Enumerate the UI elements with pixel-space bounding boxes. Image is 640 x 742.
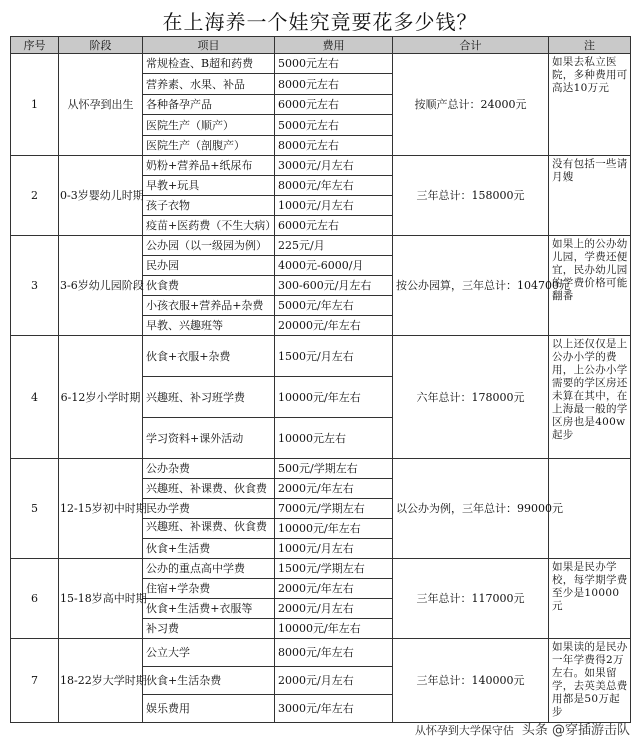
cost-cell: 500元/学期左右 <box>275 459 393 479</box>
item-cell: 娱乐费用 <box>143 695 275 723</box>
header-row <box>11 37 631 54</box>
cost-cell: 5000元左右 <box>275 115 393 136</box>
item-cell: 补习费 <box>143 619 275 639</box>
cost-cell: 7000元/学期左右 <box>275 499 393 519</box>
stage-name: 3-6岁幼儿园阶段 <box>59 236 143 336</box>
item-cell: 伙食+生活费+衣服等 <box>143 599 275 619</box>
item-cell: 疫苗+医药费（不生大病） <box>143 216 275 236</box>
cost-cell: 10000元/年左右 <box>275 519 393 539</box>
cost-cell: 6000元左右 <box>275 216 393 236</box>
item-cell: 学习资料+课外活动 <box>143 418 275 459</box>
item-cell: 伙食费 <box>143 276 275 296</box>
cost-cell: 1500元/学期左右 <box>275 559 393 579</box>
header-total: 合计 <box>393 37 549 54</box>
table-row <box>11 236 631 256</box>
cost-cell: 5000元左右 <box>275 54 393 74</box>
total-cell: 三年总计：140000元 <box>393 639 549 723</box>
total-cell: 三年总计：117000元 <box>393 559 549 639</box>
cost-cell: 8000元左右 <box>275 136 393 156</box>
table-row <box>11 459 631 479</box>
note-cell: 如果上的公办幼儿园，学费还便宜，民办幼儿园的学费价格可能翻番 <box>549 236 631 336</box>
total-cell: 以公办为例，三年总计：99000元 <box>393 459 549 559</box>
stage-number: 2 <box>11 156 59 236</box>
cost-cell: 1500元/月左右 <box>275 336 393 377</box>
table-row <box>11 54 631 74</box>
item-cell: 小孩衣服+营养品+杂费 <box>143 296 275 316</box>
stage-number: 6 <box>11 559 59 639</box>
cost-cell: 1000元/月左右 <box>275 196 393 216</box>
item-cell: 兴趣班、补习班学费 <box>143 377 275 418</box>
stage-number: 7 <box>11 639 59 723</box>
cost-cell: 8000元左右 <box>275 74 393 95</box>
cost-cell: 300-600元/月左右 <box>275 276 393 296</box>
note-cell: 以上还仅仅是上公办小学的费用，上公办小学需要的学区房还未算在其中，在上海最一般的学区房也是400w起步 <box>549 336 631 459</box>
item-cell: 医院生产（剖腹产） <box>143 136 275 156</box>
header-cost: 费用 <box>275 37 393 54</box>
item-cell: 公办杂费 <box>143 459 275 479</box>
footer <box>415 719 630 738</box>
item-cell: 早教+玩具 <box>143 176 275 196</box>
stage-number: 1 <box>11 54 59 156</box>
header-stage: 阶段 <box>59 37 143 54</box>
header-item: 项目 <box>143 37 275 54</box>
item-cell: 营养素、水果、补品 <box>143 74 275 95</box>
note-cell: 如果读的是民办一年学费得2万左右。如果留学，去英美总费用都是50万起步 <box>549 639 631 723</box>
item-cell: 伙食+生活费 <box>143 539 275 559</box>
cost-cell: 3000元/年左右 <box>275 695 393 723</box>
total-cell: 三年总计：158000元 <box>393 156 549 236</box>
item-cell: 民办园 <box>143 256 275 276</box>
cost-cell: 2000元/月左右 <box>275 599 393 619</box>
stage-name: 0-3岁婴幼儿时期 <box>59 156 143 236</box>
cost-cell: 3000元/月左右 <box>275 156 393 176</box>
item-cell: 兴趣班、补课费、伙食费 <box>143 519 275 539</box>
note-cell: 没有包括一些请月嫂 <box>549 156 631 236</box>
stage-number: 3 <box>11 236 59 336</box>
header-no: 序号 <box>11 37 59 54</box>
item-cell: 公立大学 <box>143 639 275 667</box>
table-row <box>11 156 631 176</box>
cost-cell: 8000元/年左右 <box>275 639 393 667</box>
total-cell: 六年总计：178000元 <box>393 336 549 459</box>
item-cell: 兴趣班、补课费、伙食费 <box>143 479 275 499</box>
page-title: 在上海养一个娃究竟要花多少钱？ <box>162 10 478 34</box>
total-cell: 按公办园算，三年总计：104700元 <box>393 236 549 336</box>
item-cell: 民办学费 <box>143 499 275 519</box>
note-cell: 如果去私立医院，多种费用可高达10万元 <box>549 54 631 156</box>
footer-caption: 从怀孕到大学保守估 <box>414 724 514 737</box>
cost-table <box>10 36 631 723</box>
cost-cell: 8000元/年左右 <box>275 176 393 196</box>
item-cell: 早教、兴趣班等 <box>143 316 275 336</box>
item-cell: 常规检查、B超和药费 <box>143 54 275 74</box>
cost-cell: 5000元/年左右 <box>275 296 393 316</box>
note-cell: 如果是民办学校，每学期学费至少是10000元 <box>549 559 631 639</box>
cost-cell: 1000元/月左右 <box>275 539 393 559</box>
stage-number: 5 <box>11 459 59 559</box>
stage-name: 18-22岁大学时期 <box>59 639 143 723</box>
item-cell: 伙食+生活杂费 <box>143 667 275 695</box>
stage-number: 4 <box>11 336 59 459</box>
item-cell: 医院生产（顺产） <box>143 115 275 136</box>
cost-cell: 10000元/年左右 <box>275 619 393 639</box>
cost-cell: 2000元/年左右 <box>275 479 393 499</box>
table-row <box>11 639 631 667</box>
cost-cell: 10000元/年左右 <box>275 377 393 418</box>
cost-cell: 2000元/年左右 <box>275 579 393 599</box>
watermark: 头条 @穿插游击队 <box>521 723 630 738</box>
table-row <box>11 559 631 579</box>
stage-name: 从怀孕到出生 <box>59 54 143 156</box>
stage-name: 12-15岁初中时期 <box>59 459 143 559</box>
item-cell: 公办园（以一级园为例） <box>143 236 275 256</box>
total-cell: 按顺产总计：24000元 <box>393 54 549 156</box>
cost-cell: 225元/月 <box>275 236 393 256</box>
item-cell: 公办的重点高中学费 <box>143 559 275 579</box>
cost-cell: 20000元/年左右 <box>275 316 393 336</box>
item-cell: 孩子衣物 <box>143 196 275 216</box>
header-note: 注 <box>549 37 631 54</box>
item-cell: 各种备孕产品 <box>143 95 275 115</box>
cost-cell: 6000元左右 <box>275 95 393 115</box>
stage-name: 6-12岁小学时期 <box>59 336 143 459</box>
table-row <box>11 336 631 377</box>
stage-name: 15-18岁高中时期 <box>59 559 143 639</box>
cost-cell: 4000元-6000/月 <box>275 256 393 276</box>
cost-cell: 2000元/月左右 <box>275 667 393 695</box>
cost-cell: 10000元左右 <box>275 418 393 459</box>
item-cell: 伙食+衣服+杂费 <box>143 336 275 377</box>
item-cell: 奶粉+营养品+纸尿布 <box>143 156 275 176</box>
item-cell: 住宿+学杂费 <box>143 579 275 599</box>
